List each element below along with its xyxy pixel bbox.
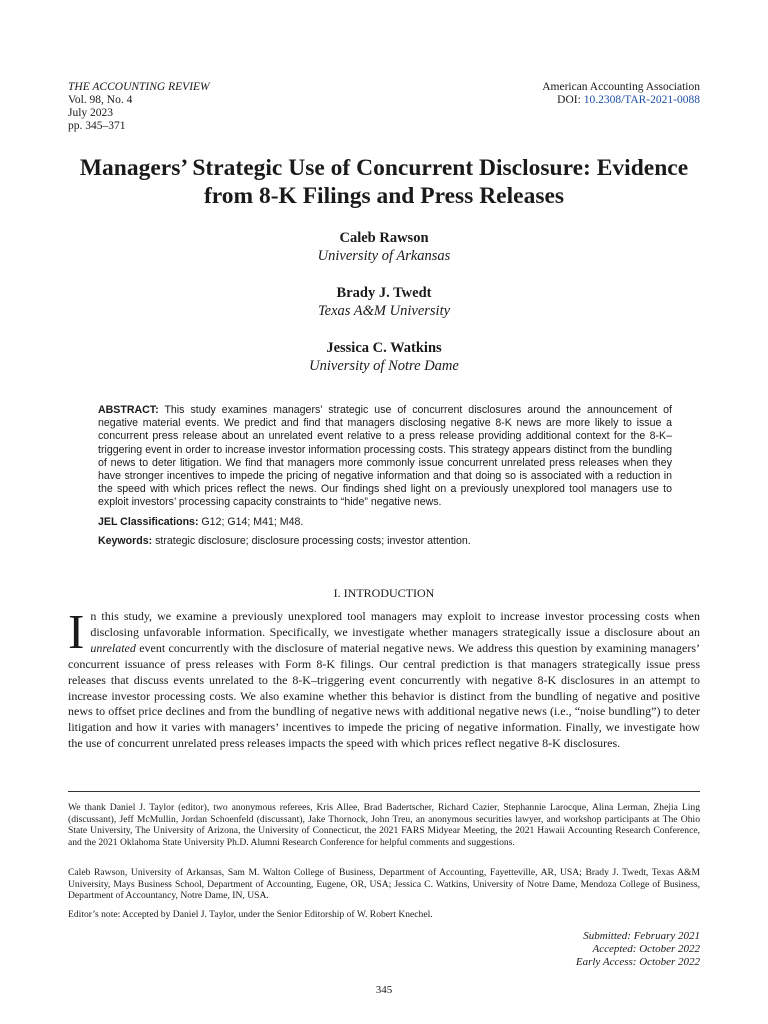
footnote-acknowledgements [68,802,700,848]
jel-classifications [98,516,672,529]
author-name: Jessica C. Watkins [326,340,442,356]
abstract-text: This study examines managers’ strategic use of concurrent disclosures around the announcement of negative material events. We predict and find that managers disclosing negative 8-K news are more likely to issue a concurrent press release about an unrelated event relative to a press release providing additional context for the 8-K–triggering event in order to increase investor information processing costs. This strategy appears distinct from the bundling of news to deter litigation. We find that managers more commonly issue concurrent unrelated press releases when they have stronger incentives to impede the pricing of negative information and that doing so is associated with a reduction in the speed with which prices reflect the news. Our findings shed light on a previously unexplored tool managers use to exploit investors’ processing capacity constraints to “hide” negative news. [98,404,672,509]
publisher-name: American Accounting Association [542,81,700,93]
footnote-editor-note [68,909,700,921]
intro-italic: unrelated [90,640,136,655]
doi-line [542,94,700,107]
jel-label: JEL Classifications: [98,515,199,528]
abstract-block [98,404,672,548]
author-block-2 [0,284,768,320]
paper-title: Managers’ Strategic Use of Concurrent Disclosure: Evidence from 8-K Filings and Press Releases [79,155,689,209]
drop-cap: I [68,604,85,659]
intro-paragraph [68,604,700,752]
section-heading: I. INTRODUCTION [333,586,435,600]
submitted-date: Submitted: February 2021 [583,930,700,942]
abstract-paragraph [98,404,672,510]
submission-dates [576,930,700,969]
keywords-text: strategic disclosure; disclosure processing costs; investor attention. [152,534,471,547]
intro-text-1: n this study, we examine a previously unexplored tool managers may exploit to increase investor processing costs when disclosing unfavorable information. Specifically, we investigate whether managers strategically issue a disclosure about an [90,609,700,639]
footnote-divider [68,791,700,792]
journal-name: THE ACCOUNTING REVIEW [68,81,210,93]
journal-volume: Vol. 98, No. 4 [68,94,133,106]
author-block-1 [0,229,768,265]
journal-date: July 2023 [68,107,114,119]
footnote-text: Editor’s note: Accepted by Daniel J. Taylor, under the Senior Editorship of W. Robert Knechel. [68,909,433,920]
footnote-text: Caleb Rawson, University of Arkansas, Sam M. Walton College of Business, Department of Accounting, Fayetteville, AR, USA; Brady J. Twedt, Texas A&M University, Mays Business School, Department of Accounting, Eugene, OR, USA; Jessica C. Watkins, University of Notre Dame, Mendoza College of Business, Department of Accountancy, Notre Dame, IN, USA. [68,867,700,902]
early-access-date: Early Access: October 2022 [575,956,700,968]
footnote-text: We thank Daniel J. Taylor (editor), two anonymous referees, Kris Allee, Brad Badertscher, Richard Cazier, Stephannie Larocque, Alina Lerman, Zhejia Ling (discussant), Jeff McMullin, Jordan Schoenfeld (discussant), Jake Thornock, John Treu, an anonymous securities lawyer, and workshop participants at The Ohio State University, The University of Arizona, the University of Connecticut, the 2021 FARS Midyear Meeting, the 2021 Hawaii Accounting Research Conference, and the 2021 Oklahoma State University Ph.D. Alumni Research Conference for helpful comments and suggestions. [68,802,700,848]
author-affiliation: Texas A&M University [317,303,451,319]
footnote-affiliations [68,867,700,902]
intro-text-2: event concurrently with the disclosure of material negative news. We address this question by examining managers’ concurrent issuance of press releases with Form 8-K filings. Our central prediction is that managers strategically issue press releases that discuss events unrelated to the 8-K–triggering event concurrently with negative 8-K disclosures in an attempt to increase investor processing costs. We also examine whether this behavior is distinct from the bundling of negative and positive news to offset price declines and from the bundling of negative news with additional negative news (i.e., “noise bundling”) to deter litigation and how it varies with managers’ incentives to impede the pricing of negative information. Finally, we investigate how the use of concurrent unrelated press releases impacts the speed with which prices reflect negative 8-K disclosures. [68,640,700,751]
accepted-date: Accepted: October 2022 [592,943,700,955]
author-name: Brady J. Twedt [336,285,432,301]
publisher-header [542,81,700,107]
abstract-label: ABSTRACT: [98,404,159,416]
doi-link[interactable]: 10.2308/TAR-2021-0088 [583,94,700,106]
journal-header [68,81,210,133]
page-number: 345 [375,984,393,996]
author-name: Caleb Rawson [339,230,429,246]
author-affiliation: University of Arkansas [317,248,451,264]
author-affiliation: University of Notre Dame [309,358,459,374]
keywords [98,535,672,548]
journal-pages: pp. 345–371 [68,120,126,132]
jel-text: G12; G14; M41; M48. [198,515,304,528]
doi-label: DOI: [557,94,584,106]
author-block-3 [0,339,768,375]
keywords-label: Keywords: [98,534,153,547]
